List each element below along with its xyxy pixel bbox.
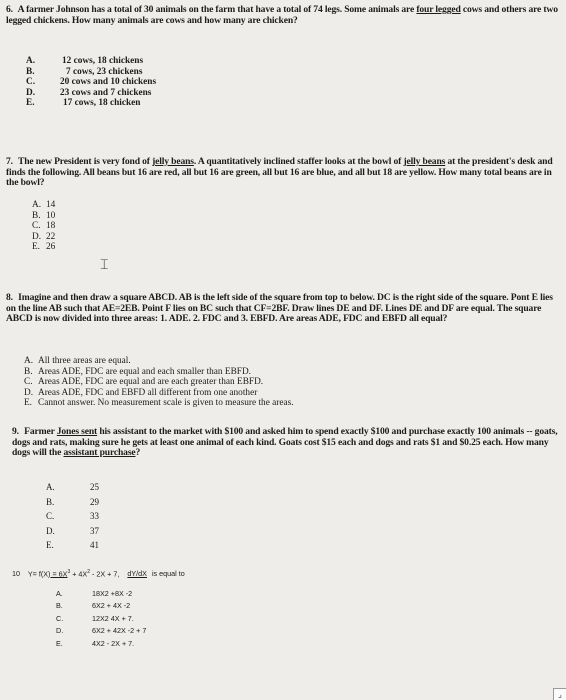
question-number: 6.	[6, 4, 13, 15]
option-d[interactable]: D. Areas ADE, FDC and EBFD all different from one another	[24, 387, 258, 398]
question-10	[12, 569, 185, 578]
option-a[interactable]: A. 25	[46, 482, 99, 492]
option-e[interactable]: E. Cannot answer. No measurement scale is given to measure the areas.	[24, 398, 294, 409]
option-a[interactable]: A. 14	[32, 200, 56, 210]
question-6	[6, 5, 558, 26]
question-text: A farmer Johnson has a total of 30 animals on the farm that have a total of 74 legs. Some animals are	[17, 4, 415, 15]
question-text: ?	[135, 447, 141, 459]
underlined-text: = 6X	[50, 569, 68, 579]
question-text: + 4X	[70, 569, 88, 579]
option-c[interactable]: C. 18	[32, 221, 56, 232]
question-number: 7.	[6, 156, 13, 167]
underlined-text: Jones sent	[56, 426, 98, 437]
option-e[interactable]: E. 17 cows, 18 chicken	[26, 98, 141, 109]
expand-icon[interactable]: ⌟	[553, 688, 566, 700]
question-text: is equal to	[151, 569, 185, 579]
question-9	[12, 427, 558, 459]
question-number: 10	[12, 569, 20, 579]
option-c[interactable]: C. 12X2 4X + 7.	[56, 613, 134, 623]
option-c[interactable]: C. Areas ADE, FDC are equal and are each greater than EBFD.	[24, 377, 264, 388]
underlined-text: jelly beans	[403, 156, 446, 167]
option-a[interactable]: A. 12 cows, 18 chickens	[26, 56, 144, 66]
question-7-options	[32, 200, 55, 253]
option-e[interactable]: E. 26	[32, 242, 56, 253]
option-b[interactable]: B. 29	[46, 496, 99, 507]
superscript: 2	[87, 569, 90, 575]
superscript: 3	[67, 569, 71, 575]
question-6-options	[26, 56, 156, 109]
underlined-text: assistant purchase	[63, 447, 136, 459]
question-10-options	[56, 588, 146, 650]
option-d[interactable]: D. 23 cows and 7 chickens	[26, 87, 152, 98]
option-d[interactable]: D. 22	[32, 231, 56, 242]
option-b[interactable]: B. 10	[32, 210, 56, 221]
option-e[interactable]: E. 4X2 - 2X + 7.	[56, 638, 135, 648]
question-7	[6, 157, 558, 189]
option-b[interactable]: B. Areas ADE, FDC are equal and each smaller than EBFD.	[24, 366, 251, 377]
underlined-text: four legged	[416, 4, 461, 15]
option-a[interactable]: A. 18X2 +8X -2	[56, 589, 133, 598]
question-text: Y= f(X)	[27, 569, 51, 579]
option-b[interactable]: B. 7 cows, 23 chickens	[26, 66, 143, 77]
option-d[interactable]: D. 37	[46, 525, 99, 536]
question-number: 8.	[6, 292, 13, 303]
option-e[interactable]: E. 41	[46, 540, 99, 551]
option-b[interactable]: B. 6X2 + 4X -2	[56, 601, 131, 611]
text-cursor-icon: ⌶	[100, 257, 109, 273]
question-text: Imagine and then draw a square ABCD. AB is the left side of the square from top to below. DC is the right side of the square. Pont E lies on the line AB such that AE=2EB. Point F lies on BC such that CF=2BF. Draw lines DE and DF. Lines DE and DF are equal. The square ABCD is now divided into three areas: 1. ADE. 2. FDC and 3. EBFD. Are areas ADE, FDC and EBFD all equal?	[6, 292, 553, 325]
question-8-options	[24, 356, 294, 409]
question-text: . A quantitatively inclined staffer looks at the bowl of	[193, 156, 402, 167]
question-number: 9.	[12, 426, 19, 437]
option-d[interactable]: D. 6X2 + 42X -2 + 7	[56, 626, 147, 636]
question-text: - 2X + 7,	[89, 569, 120, 579]
question-text: his assistant to the market with $100 and asked him to spend exactly $100 and purchase exactly 100 animals -- goats, dogs and rats, making sure he gets at least one animal of each kind. Goats cost $15 each and dogs and rats $1 and $0.25 each. How many dogs will the	[12, 426, 558, 459]
underlined-text: jelly beans	[152, 156, 194, 167]
question-8	[6, 293, 558, 325]
question-9-options	[46, 480, 99, 553]
option-a[interactable]: A. All three areas are equal.	[24, 356, 131, 366]
option-c[interactable]: C. 33	[46, 511, 99, 522]
question-text: Farmer	[24, 426, 55, 437]
question-text: cows and others are two legged chickens. How many animals are cows and how many are chicken?	[6, 4, 558, 26]
question-text: The new President is very fond of	[17, 156, 150, 167]
question-text: at the president's desk and finds the following. All beans but 16 are red, all but 16 are green, all but 16 are blue, and all but 18 are yellow. How many total beans are in the bowl?	[6, 156, 553, 189]
underlined-text: dY/dX	[127, 569, 147, 579]
option-c[interactable]: C. 20 cows and 10 chickens	[26, 77, 157, 88]
